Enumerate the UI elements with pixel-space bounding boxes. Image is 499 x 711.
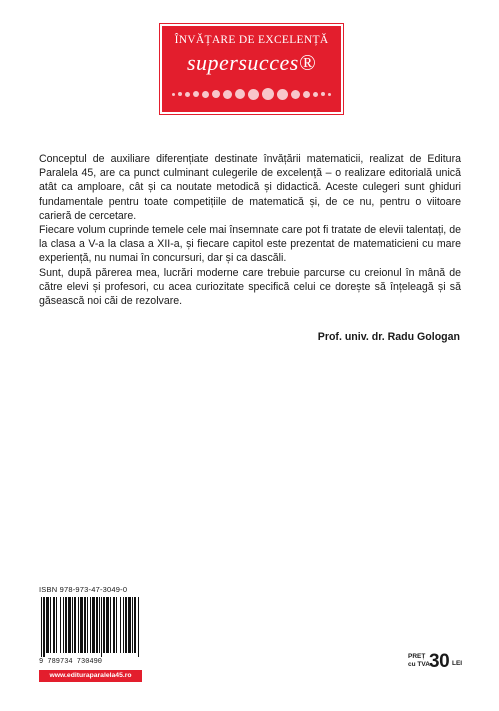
price-label: PREȚ — [408, 653, 426, 660]
series-logo — [160, 24, 343, 114]
price-value: 30 — [429, 651, 450, 672]
logo-title: ÎNVĂȚARE DE EXCELENȚĂ — [174, 34, 329, 46]
barcode-image — [39, 597, 142, 657]
price-tax-label: cu TVA — [408, 661, 430, 668]
author-signature: Prof. univ. dr. Radu Gologan — [317, 331, 460, 343]
publisher-website: www.edituraparalela45.ro — [39, 670, 142, 682]
blurb-paragraph-2: Fiecare volum cuprinde temele cele mai însemnate care pot fi tratate de elevii talentați, de la clasa a V-a la clasa a XII-a, și fiecare capitol este prezentat de matematicieni cu mare experiență, nu numai în concursuri, dar și ca dascăli. — [39, 224, 461, 265]
isbn-text: ISBN 978-973-47-3049-0 — [39, 585, 128, 594]
logo-dots-decoration — [162, 88, 341, 100]
blurb-text — [39, 152, 461, 308]
logo-brand: supersucces® — [186, 50, 317, 75]
price-box — [408, 651, 463, 675]
blurb-paragraph-1: Conceptul de auxiliare diferențiate destinate învățării matematicii, realizat de Editura Paralela 45, are ca punct culminant culegerile de excelență – o realizare editorială unică atât ca amploare, cât și ca noutate metodică și didactică. Aceste culegeri sunt ghiduri fundamentale pentru toate competițiile de matematică și, de ce nu, pentru o viitoare carieră de cercetare. — [39, 153, 461, 222]
price-currency: LEI — [452, 660, 463, 667]
barcode-digits: 9 789734 730490 — [39, 658, 103, 666]
blurb-paragraph-3: Sunt, după părerea mea, lucrări moderne care trebuie parcurse cu creionul în mână de către elevi și profesori, cu acea curiozitate specifică celui ce dorește să înțeleagă și să găsească noi căi de rezolvare. — [39, 266, 461, 308]
